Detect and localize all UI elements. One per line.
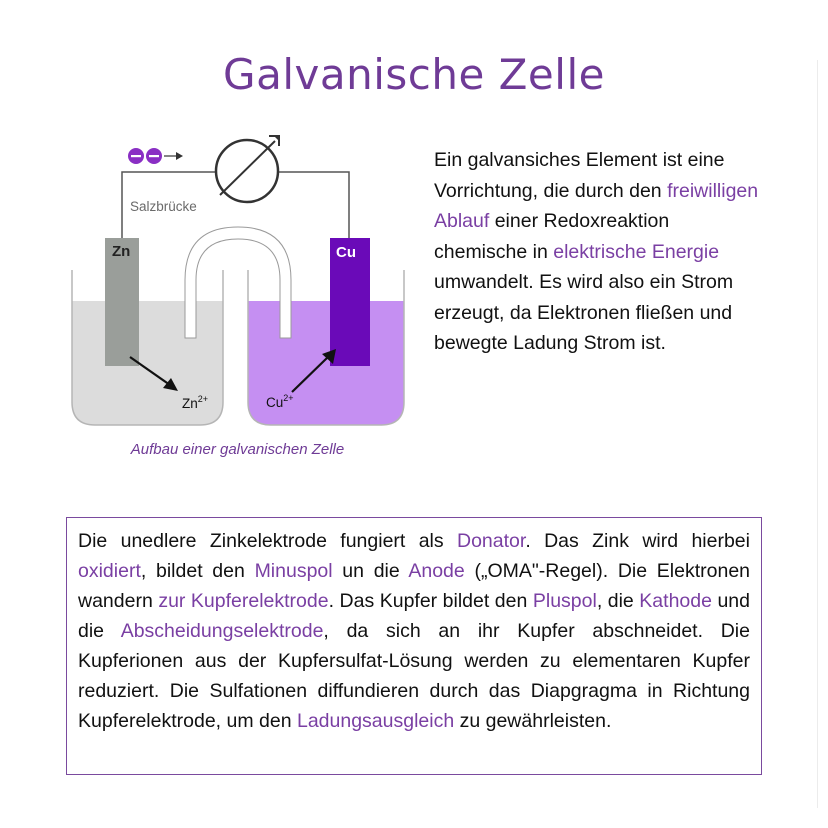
box-text: . Das Kupfer bildet den (328, 590, 533, 612)
highlight-term: Donator (457, 530, 526, 552)
explanation-box (66, 517, 762, 775)
intro-paragraph (434, 145, 764, 359)
electron-flow-arrow-head (176, 152, 183, 160)
explanation-paragraph (78, 526, 750, 736)
zinc-electrode-label: Zn (112, 243, 131, 260)
highlight-term: Ladungsausgleich (296, 710, 455, 732)
box-text: Die unedlere Zinkelektrode fungiert als (78, 530, 457, 552)
highlight-term: oxidiert (78, 560, 141, 582)
highlight-term: Pluspol (532, 590, 597, 612)
electron-icon (146, 148, 162, 164)
highlight-term: elektrische Energie (553, 240, 720, 263)
galvanic-cell-diagram (60, 135, 415, 435)
intro-text: umwandelt. Es wird also ein Strom erzeugt, da Elektronen fließen und bewegte Ladung Strom ist. (434, 271, 734, 354)
edge-divider (817, 60, 818, 808)
copper-electrode-label: Cu (336, 244, 356, 261)
box-text: („OMA"-Regel). Die Elektronen wandern (78, 560, 751, 612)
box-text: , die (596, 590, 640, 612)
highlight-term: freiwilligen Ablauf (434, 179, 759, 232)
salt-bridge-label: Salzbrücke (130, 199, 197, 214)
box-text: . Das Zink wird hierbei (525, 530, 750, 552)
page-title: Galvanische Zelle (223, 50, 605, 99)
intro-text: Ein galvansiches Element ist eine Vorrichtung, die durch den (434, 149, 725, 202)
zinc-ion-label: $Zn^{2+}$ (182, 394, 209, 411)
circuit-wire (279, 172, 349, 238)
box-text: , da sich an ihr Kupfer abschneidet. Die Kupferionen aus der Kupfersulfat-Lösung werden zu elementaren Kupfer reduziert. Die Sulfationen diffundieren durch das Diapgragma in Richtung Kupferelektrode, um den (78, 620, 750, 732)
intro-text: einer Redoxreaktion chemische in (434, 210, 670, 263)
box-text: un die (332, 560, 409, 582)
electron-icon (128, 148, 144, 164)
highlight-term: Anode (408, 560, 465, 582)
voltmeter-icon (216, 135, 279, 202)
copper-ion-label: $Cu^{2+}$ (266, 393, 294, 410)
box-text: und die (78, 590, 750, 642)
highlight-term: zur Kupferelektrode (158, 590, 329, 612)
highlight-term: Kathode (639, 590, 712, 612)
zinc-solution (72, 301, 223, 425)
highlight-term: Minuspol (254, 560, 333, 582)
diagram-caption: Aufbau einer galvanischen Zelle (130, 441, 345, 458)
highlight-term: Abscheidungselektrode (120, 620, 324, 642)
box-text: zu gewährleisten. (454, 710, 612, 732)
box-text: , bildet den (140, 560, 255, 582)
